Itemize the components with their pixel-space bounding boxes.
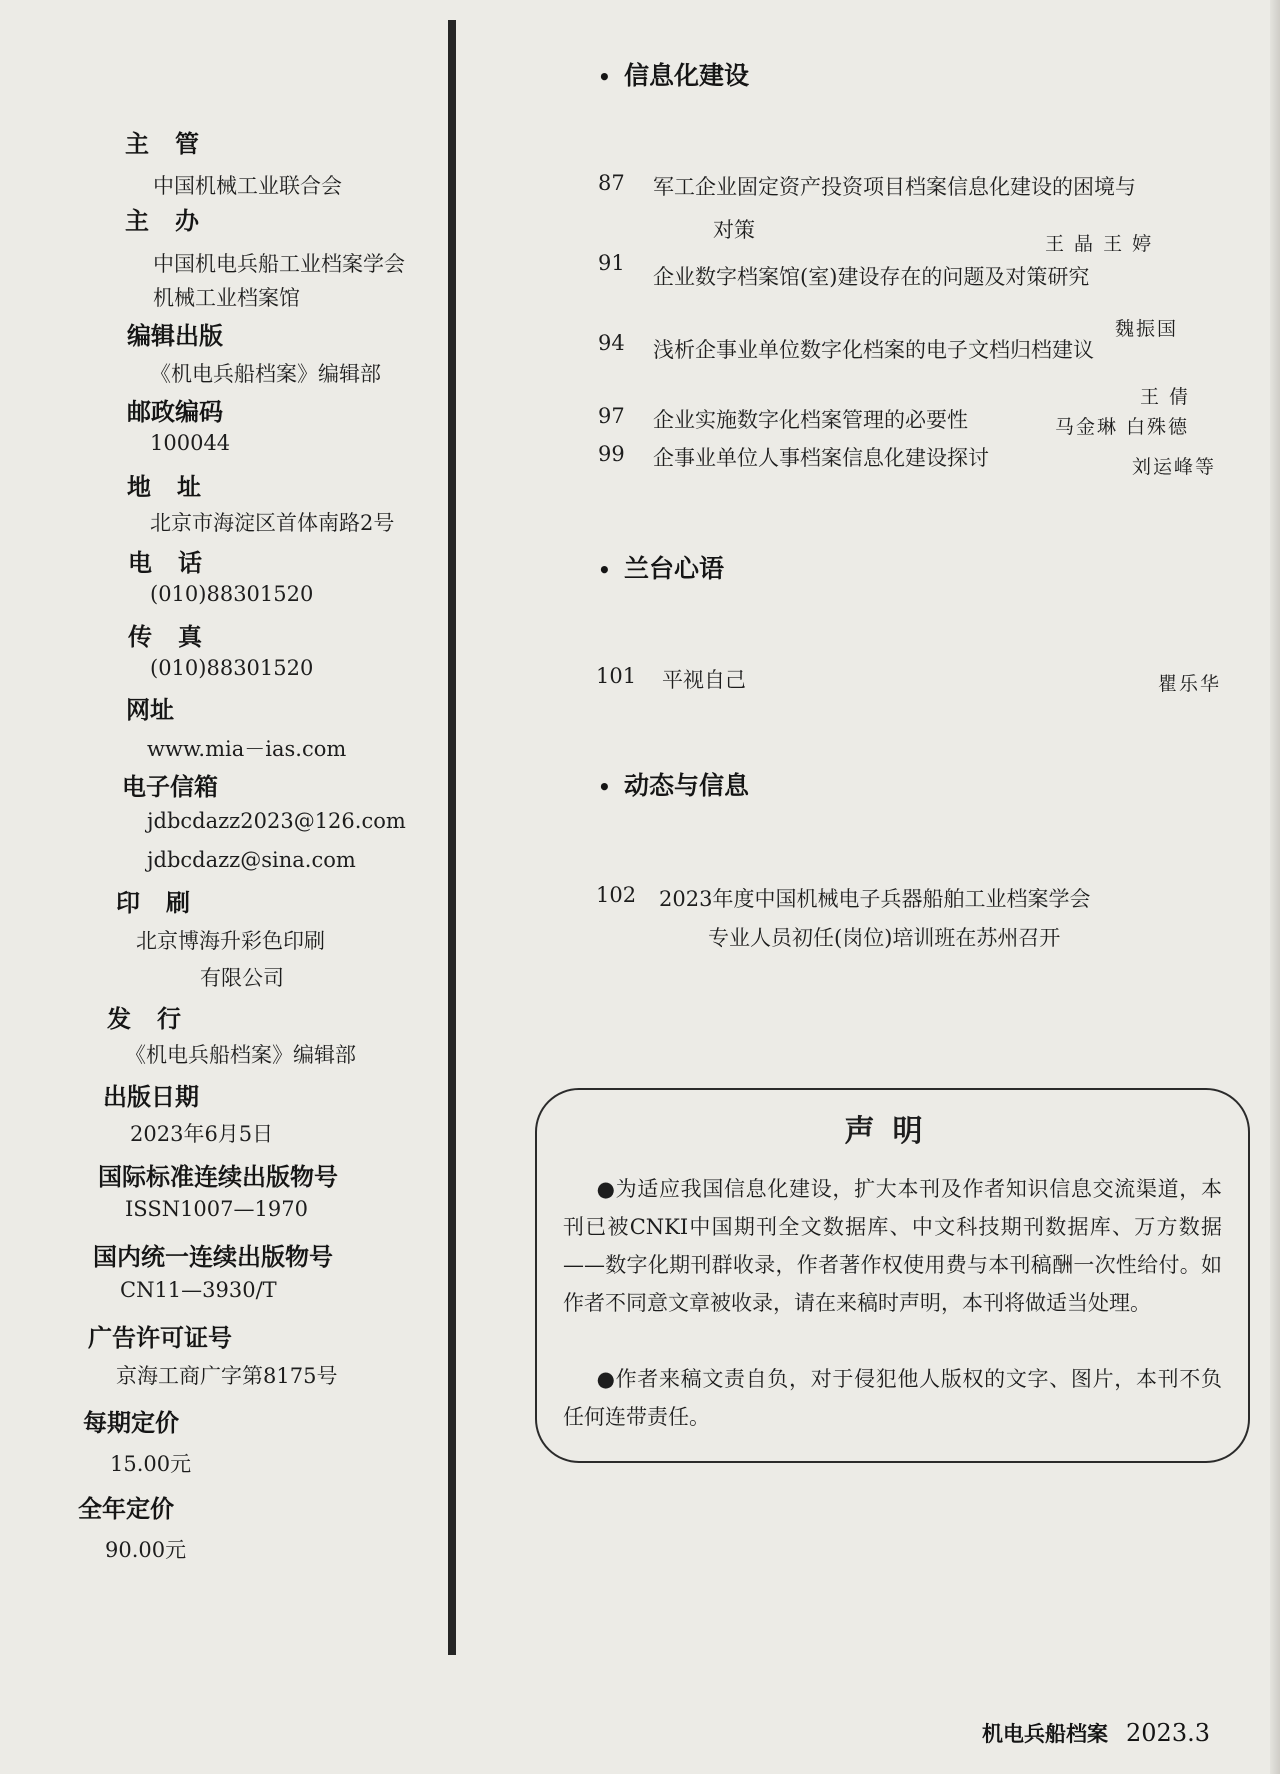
page-footer — [982, 1718, 1210, 1748]
masthead-label-address: 地址 — [127, 473, 227, 501]
masthead-value-phone: (010)88301520 — [150, 582, 314, 606]
masthead-value-email-2[interactable]: jdbcdazz@sina.com — [147, 848, 356, 872]
masthead-value-issue-price: 15.00元 — [110, 1452, 192, 1476]
masthead-value-annual-price: 90.00元 — [105, 1538, 187, 1562]
masthead-label-issue-price: 每期定价 — [83, 1409, 179, 1437]
masthead-label-email: 电子信箱 — [122, 773, 218, 801]
masthead-value-printer-2: 有限公司 — [200, 966, 284, 990]
notice-paragraph-1: ●为适应我国信息化建设，扩大本刊及作者知识信息交流渠道，本刊已被CNKI中国期刊全文数据库、中文科技期刊数据库、万方数据——数字化期刊群收录，作者著作权使用费与本刊稿酬一次性给付。如作者不同意文章被收录，请在来稿时声明，本刊将做适当处理。 — [563, 1177, 1222, 1315]
toc-entry-author: 魏振国 — [1115, 318, 1179, 340]
masthead-label-publisher: 编辑出版 — [127, 322, 223, 350]
masthead-label-cn: 国内统一连续出版物号 — [93, 1243, 333, 1271]
toc-entry-page: 94 — [598, 331, 625, 355]
masthead-label-fax: 传真 — [128, 623, 228, 651]
toc-entry-title-cont[interactable]: 对策 — [713, 218, 755, 242]
toc-entry-author: 瞿乐华 — [1158, 673, 1222, 695]
masthead-value-publisher: 《机电兵船档案》编辑部 — [150, 362, 381, 386]
masthead-value-ad-license: 京海工商广字第8175号 — [116, 1364, 338, 1388]
masthead-label-sponsor: 主办 — [125, 207, 225, 235]
section-title-informatization: • 信息化建设 — [598, 61, 750, 90]
toc-entry-page: 102 — [596, 883, 637, 907]
toc-entry-page: 91 — [598, 251, 625, 275]
masthead-label-annual-price: 全年定价 — [78, 1495, 174, 1523]
masthead-label-supervisor: 主管 — [125, 130, 225, 158]
toc-entry-author: 马金琳 白殊德 — [1055, 416, 1190, 438]
masthead-value-printer-1: 北京博海升彩色印刷 — [136, 929, 325, 953]
section-title-lantai: • 兰台心语 — [598, 554, 725, 583]
masthead-value-supervisor: 中国机械工业联合会 — [153, 174, 342, 198]
masthead-label-printer: 印刷 — [116, 889, 216, 917]
toc-entry-title[interactable]: 企业数字档案馆(室)建设存在的问题及对策研究 — [653, 265, 1090, 289]
notice-box — [535, 1088, 1250, 1463]
toc-entry-title[interactable]: 企事业单位人事档案信息化建设探讨 — [653, 446, 989, 470]
masthead — [0, 0, 440, 1774]
toc-entry-page: 99 — [598, 442, 625, 466]
toc-entry-author: 王 晶 王 婷 — [1045, 233, 1154, 255]
masthead-value-website[interactable]: www.mia－ias.com — [147, 737, 347, 761]
column-divider — [448, 20, 456, 1655]
toc-entry-page: 97 — [598, 404, 625, 428]
toc-entry-title[interactable]: 平视自己 — [662, 668, 746, 692]
masthead-value-distributor: 《机电兵船档案》编辑部 — [125, 1043, 356, 1067]
masthead-value-email-1[interactable]: jdbcdazz2023@126.com — [147, 809, 406, 833]
masthead-label-distributor: 发行 — [107, 1005, 207, 1033]
page-edge — [1270, 0, 1280, 1774]
masthead-value-sponsor-2: 机械工业档案馆 — [153, 286, 300, 310]
masthead-label-website: 网址 — [126, 696, 174, 724]
masthead-value-issn: ISSN1007—1970 — [125, 1197, 308, 1221]
toc-entry-title[interactable]: 2023年度中国机械电子兵器船舶工业档案学会 — [659, 887, 1091, 911]
toc-entry-page: 101 — [596, 664, 637, 688]
section-title-news: • 动态与信息 — [598, 771, 750, 800]
toc-entry-author: 王 倩 — [1140, 386, 1191, 408]
footer-issue: 2023.3 — [1126, 1719, 1210, 1747]
masthead-value-address: 北京市海淀区首体南路2号 — [150, 511, 395, 535]
toc-entry-author: 刘运峰等 — [1132, 456, 1217, 478]
toc-entry-title[interactable]: 企业实施数字化档案管理的必要性 — [653, 408, 968, 432]
toc-entry-page: 87 — [598, 171, 625, 195]
masthead-label-publish-date: 出版日期 — [103, 1083, 199, 1111]
toc-entry-title[interactable]: 军工企业固定资产投资项目档案信息化建设的困境与 — [653, 175, 1136, 199]
masthead-label-phone: 电话 — [128, 549, 228, 577]
masthead-label-postcode: 邮政编码 — [127, 398, 223, 426]
bullet-icon: • — [598, 558, 611, 582]
masthead-label-issn: 国际标准连续出版物号 — [98, 1163, 338, 1191]
masthead-value-sponsor-1: 中国机电兵船工业档案学会 — [153, 252, 405, 276]
masthead-label-ad-license: 广告许可证号 — [88, 1324, 232, 1352]
masthead-value-fax: (010)88301520 — [150, 656, 314, 680]
masthead-value-publish-date: 2023年6月5日 — [130, 1122, 274, 1146]
notice-paragraph-2: ●作者来稿文责自负，对于侵犯他人版权的文字、图片，本刊不负任何连带责任。 — [563, 1367, 1222, 1429]
notice-title: 声明 — [844, 1114, 941, 1149]
footer-magazine-name: 机电兵船档案 — [982, 1721, 1109, 1746]
toc-entry-title[interactable]: 浅析企事业单位数字化档案的电子文档归档建议 — [653, 338, 1094, 362]
masthead-value-cn: CN11—3930/T — [120, 1278, 277, 1302]
bullet-icon: • — [598, 65, 611, 89]
toc-entry-title-cont[interactable]: 专业人员初任(岗位)培训班在苏州召开 — [708, 926, 1061, 950]
masthead-value-postcode: 100044 — [150, 431, 231, 455]
bullet-icon: • — [598, 775, 611, 799]
